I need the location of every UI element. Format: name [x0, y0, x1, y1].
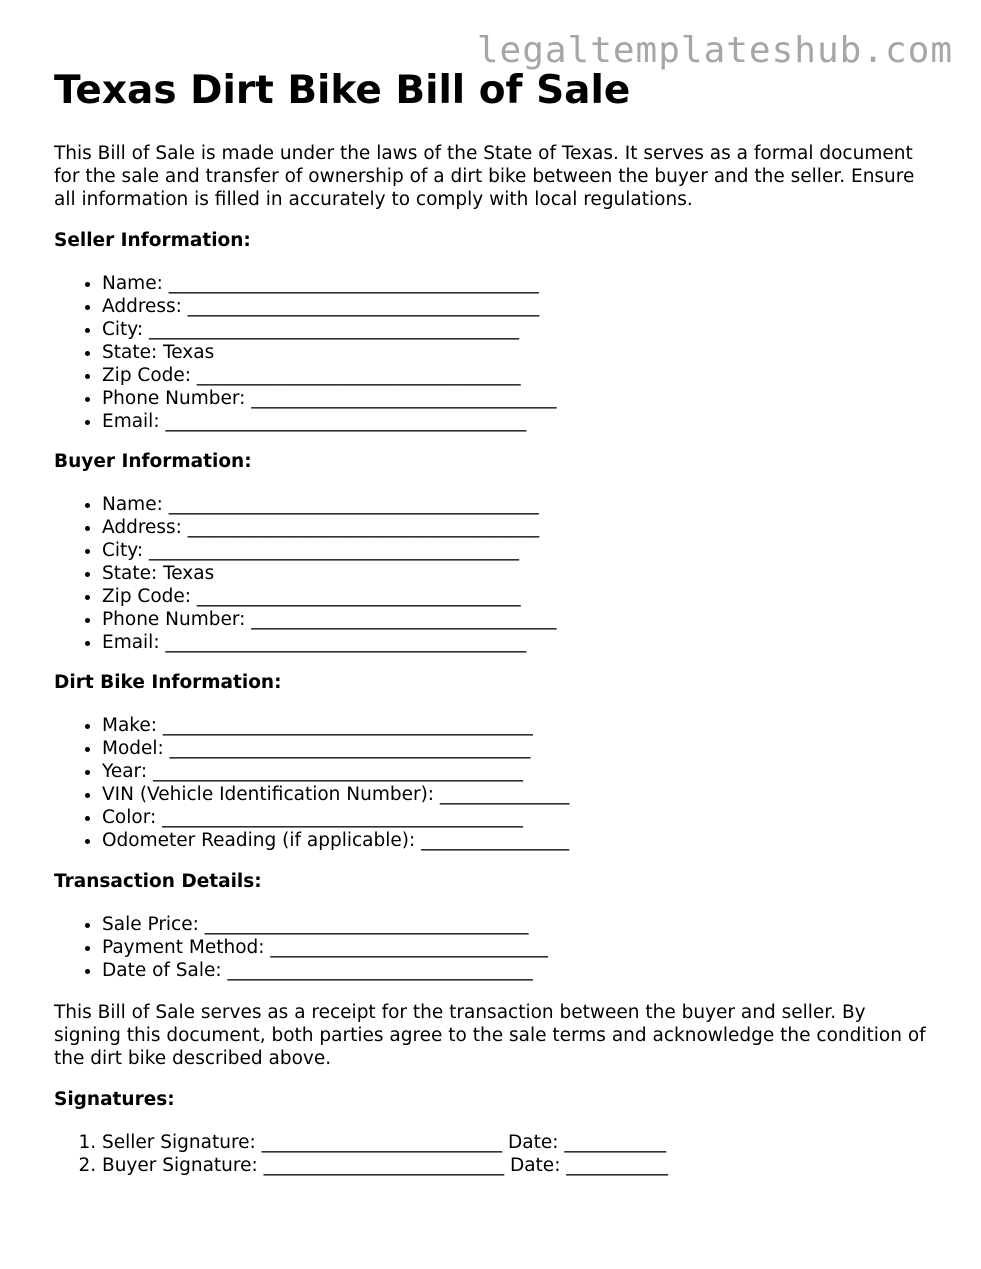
bike-info-list [54, 714, 569, 852]
list-item: • Address: ______________________________________ [102, 516, 557, 539]
signatures-section-heading: Signatures: [54, 1089, 175, 1110]
list-item: • Date of Sale: _________________________________ [102, 959, 548, 982]
list-item: • Phone Number: _________________________________ [102, 387, 557, 410]
list-item: • City: ________________________________________ [102, 318, 557, 341]
list-item: • Odometer Reading (if applicable): ________________ [102, 829, 569, 852]
buyer-info-list [54, 493, 557, 654]
signatures-list [54, 1131, 668, 1177]
list-item: • Payment Method: ______________________________ [102, 936, 548, 959]
list-item: • Email: _______________________________________ [102, 631, 557, 654]
list-item: • Phone Number: _________________________________ [102, 608, 557, 631]
list-item: • Sale Price: ___________________________________ [102, 913, 548, 936]
list-item: • State: Texas [102, 562, 557, 585]
transaction-details-list [54, 913, 548, 982]
closing-paragraph: This Bill of Sale serves as a receipt for the transaction between the buyer and seller. By signing this document, both parties agree to the sale terms and acknowledge the condition of the dirt bike described above. [54, 1002, 926, 1069]
list-item: • Model: _______________________________________ [102, 737, 569, 760]
list-item: • City: ________________________________________ [102, 539, 557, 562]
list-item: • Year: ________________________________________ [102, 760, 569, 783]
list-item: • Make: ________________________________________ [102, 714, 569, 737]
seller-section-heading: Seller Information: [54, 230, 251, 251]
list-item: 2. Buyer Signature: __________________________ Date: ___________ [102, 1154, 668, 1177]
buyer-section-heading: Buyer Information: [54, 451, 252, 472]
list-item: • VIN (Vehicle Identification Number): ______________ [102, 783, 569, 806]
list-item: 1. Seller Signature: __________________________ Date: ___________ [102, 1131, 668, 1154]
transaction-section-heading: Transaction Details: [54, 871, 262, 892]
list-item: • Zip Code: ___________________________________ [102, 585, 557, 608]
list-item: • Color: _______________________________________ [102, 806, 569, 829]
seller-info-list [54, 272, 557, 433]
bike-section-heading: Dirt Bike Information: [54, 672, 282, 693]
watermark-text: legaltemplateshub.com [476, 30, 953, 71]
list-item: • Address: ______________________________________ [102, 295, 557, 318]
list-item: • State: Texas [102, 341, 557, 364]
document-title: Texas Dirt Bike Bill of Sale [54, 68, 631, 113]
list-item: • Zip Code: ___________________________________ [102, 364, 557, 387]
list-item: • Name: ________________________________________ [102, 493, 557, 516]
intro-paragraph: This Bill of Sale is made under the laws of the State of Texas. It serves as a formal document for the sale and transfer of ownership of a dirt bike between the buyer and the seller. Ensure all information is filled in accurately to comply with local regulations. [54, 143, 915, 210]
list-item: • Email: _______________________________________ [102, 410, 557, 433]
list-item: • Name: ________________________________________ [102, 272, 557, 295]
